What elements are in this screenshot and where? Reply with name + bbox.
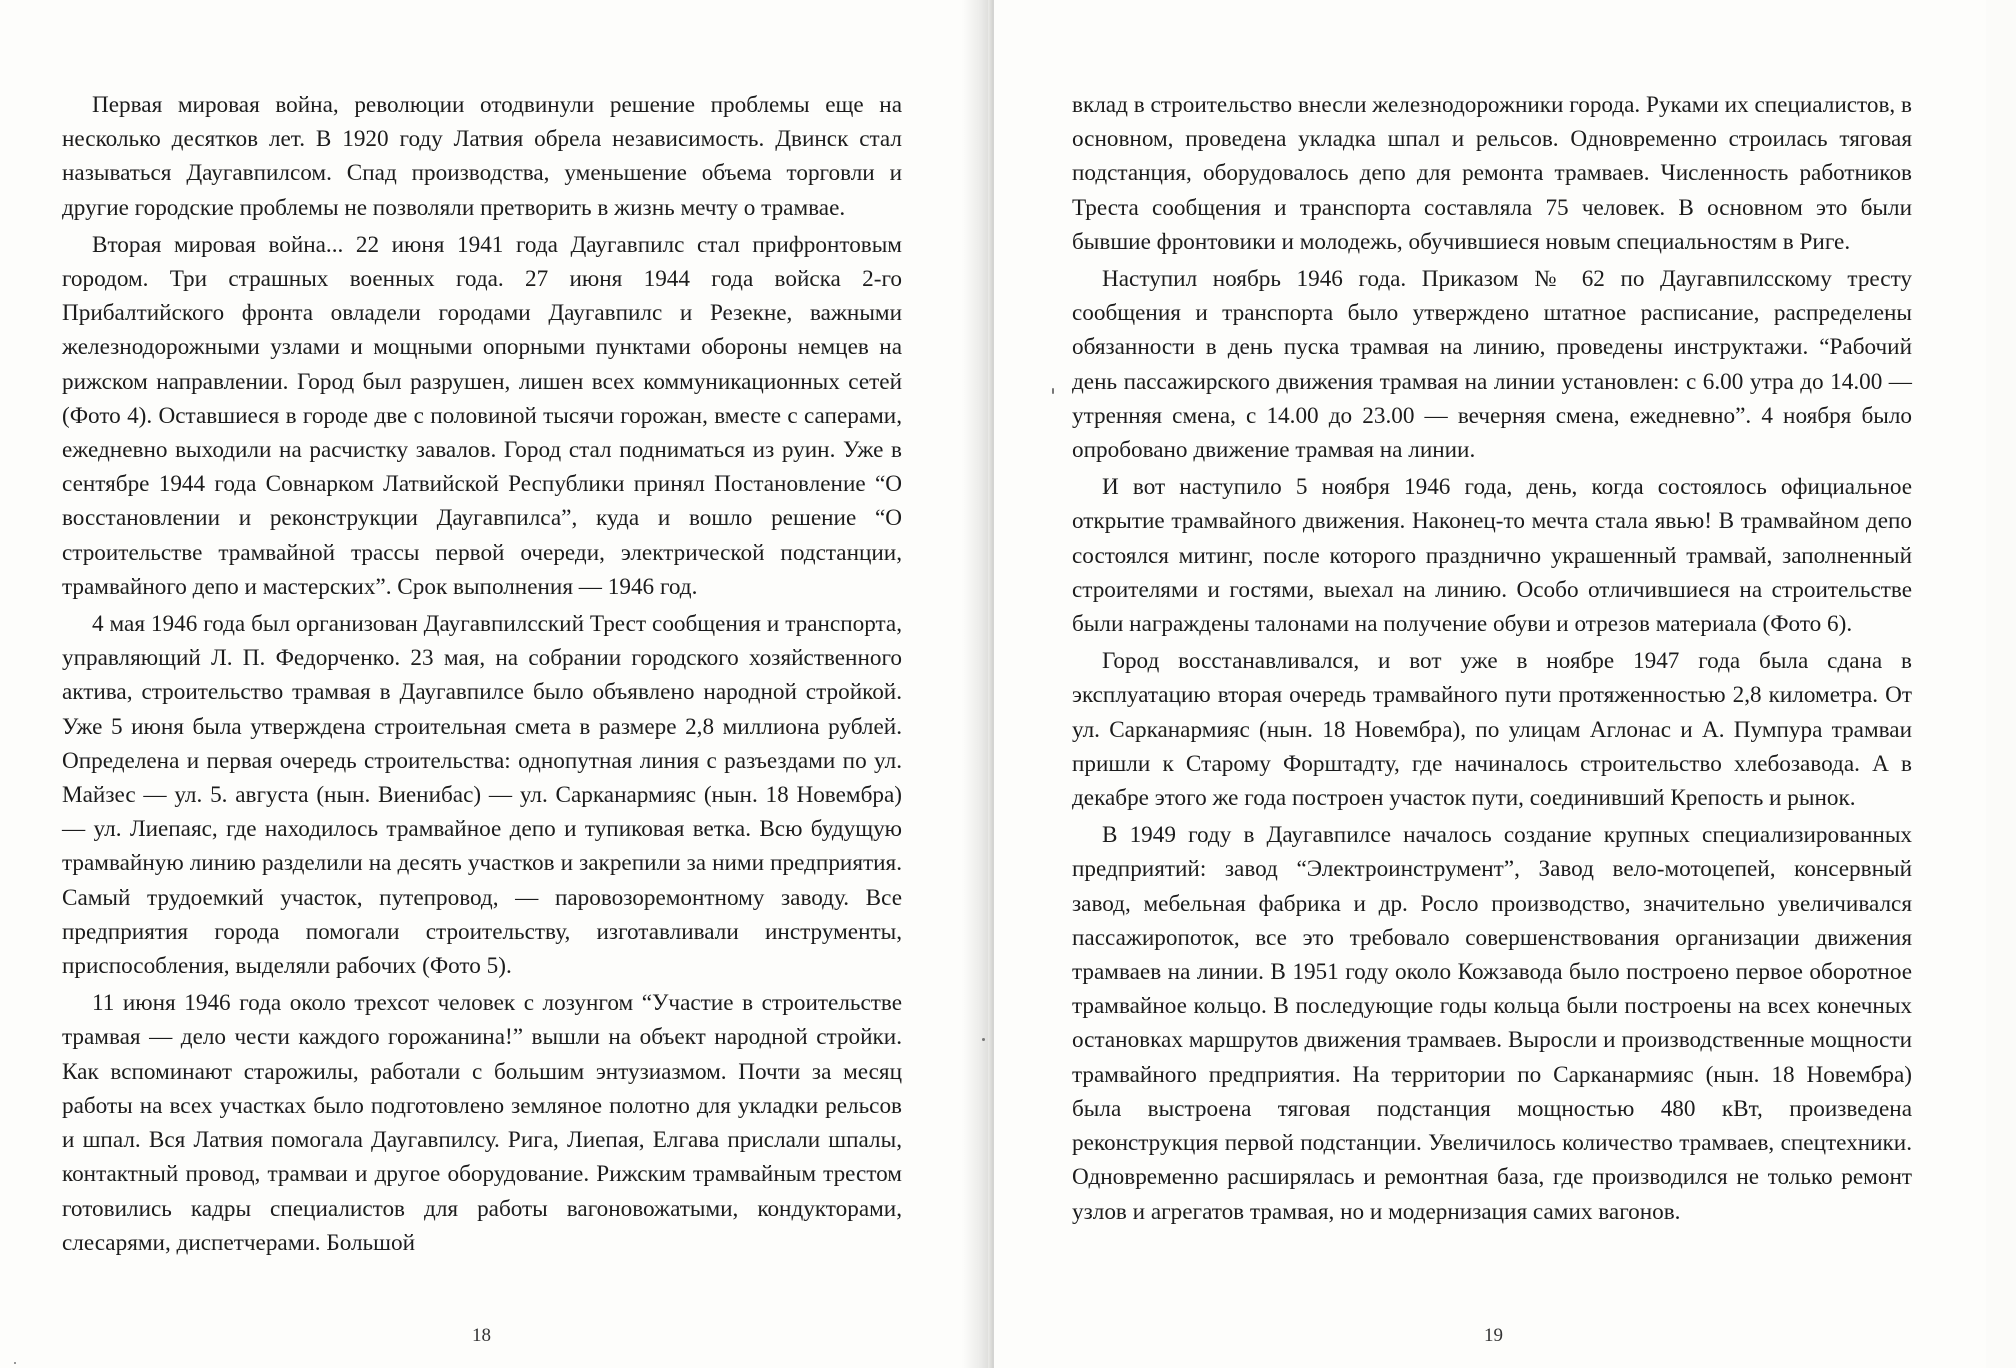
paragraph: Город восстанавливался, и вот уже в ноябре 1947 года была сдана в эксплуатацию вторая очередь трамвайного пути протяженностью 2,8 километра. От ул. Сарканармияс (нын. 18 Новембра), по улицам Аглонас и А. Пумпура трамваи пришли к Старому Форштадту, где начиналось строительство хлебозавода. А в декабре этого же года построен участок пути, соединивший Крепость и рынок. bbox=[1072, 648, 1912, 812]
paper-speck bbox=[14, 1362, 16, 1364]
right-page-text bbox=[1072, 88, 1912, 1232]
page-number: 18 bbox=[472, 1325, 491, 1346]
paragraph: Наступил ноябрь 1946 года. Приказом № 62 по Даугавпилсскому тресту сообщения и транспорта было утверждено штатное расписание, распределены обязанности в день пуска трамвая на линию, проведены инструктажи. “Рабочий день пассажирского движения трамвая на линии установлен: с 6.00 утра до 14.00 — утренняя смена, с 14.00 до 23.00 — вечерняя смена, ежедневно”. 4 ноября было опробовано движение трамвая на линии. bbox=[1072, 266, 1912, 464]
paper-speck bbox=[1052, 388, 1054, 394]
paragraph: Вторая мировая война... 22 июня 1941 года Даугавпилс стал прифронтовым городом. Три страшных военных года. 27 июня 1944 года войска 2-го Прибалтийского фронта овладели городами Даугавпилс и Резекне, важными железнодорожными узлами и мощными опорными пунктами обороны немцев на рижском направлении. Город был разрушен, лишен всех коммуникационных сетей (Фото 4). Оставшиеся в городе две с половиной тысячи горожан, вместе с саперами, ежедневно выходили на расчистку завалов. Город стал подниматься из руин. Уже в сентябре 1944 года Совнарком Латвийской Республики принял Постановление “О восстановлении и реконструкции Даугавпилса”, куда и вошло решение “О строительстве трамвайной трассы первой очереди, электрической подстанции, трамвайного депо и мастерских”. Срок выполнения — 1946 год. bbox=[62, 231, 902, 600]
paragraph: вклад в строительство внесли железнодорожники города. Руками их специалистов, в основном, проведена укладка шпал и рельсов. Одновременно строилась тяговая подстанция, оборудовалось депо для ремонта трамваев. Численность работников Треста сообщения и транспорта составляла 75 человек. В основном это были бывшие фронтовики и молодежь, обучившиеся новым специальностям в Риге. bbox=[1072, 92, 1912, 255]
left-page bbox=[0, 0, 992, 1368]
paragraph: 11 июня 1946 года около трехсот человек с лозунгом “Участие в строительстве трамвая — дело чести каждого горожанина!” вышли на объект народной стройки. Как вспоминают старожилы, работали с большим энтузиазмом. Почти за месяц работы на всех участках было подготовлено земляное полотно для укладки рельсов и шпал. Вся Латвия помогала Даугавпилсу. Рига, Лиепая, Елгава прислали шпалы, контактный провод, трамваи и другое оборудование. Рижским трамвайным трестом готовились кадры специалистов для работы вагоновожатыми, кондукторами, слесарями, диспетчерами. Большой bbox=[62, 990, 902, 1256]
paper-speck bbox=[982, 1038, 985, 1041]
right-page bbox=[994, 0, 1986, 1368]
paragraph: В 1949 году в Даугавпилсе началось создание крупных специализированных предприятий: завод “Электроинструмент”, Завод вело-мотоцепей, консервный завод, мебельная фабрика и др. Росло производство, значительно увеличивался пассажиропоток, все это требовало совершенствования организации движения трамваев на линии. В 1951 году около Кожзавода было построено первое оборотное трамвайное кольцо. В последующие годы кольца были построены на всех конечных остановках маршрутов движения трамваев. Выросли и производственные мощности трамвайного предприятия. На территории по Сарканармияс (нын. 18 Новембра) была выстроена тяговая подстанция мощностью 480 кВт, произведена реконструкция первой подстанции. Увеличилось количество трамваев, спецтехники. Одновременно расширялась и ремонтная база, где производился не только ремонт узлов и агрегатов трамвая, но и модернизация самих вагонов. bbox=[1072, 822, 1912, 1225]
page-number: 19 bbox=[1484, 1325, 1503, 1346]
paragraph: И вот наступило 5 ноября 1946 года, день, когда состоялось официальное открытие трамвайного движения. Наконец-то мечта стала явью! В трамвайном депо состоялся митинг, после которого празднично украшенный трамвай, заполненный строителями и гостями, выехал на линию. Особо отличившиеся на строительстве были награждены талонами на получение обуви и отрезов материала (Фото 6). bbox=[1072, 474, 1912, 638]
left-page-text bbox=[62, 88, 902, 1263]
paragraph: 4 мая 1946 года был организован Даугавпилсский Трест сообщения и транспорта, управляющий Л. П. Федорченко. 23 мая, на собрании городского хозяйственного актива, строительство трамвая в Даугавпилсе было объявлено народной стройкой. Уже 5 июня была утверждена строительная смета в размере 2,8 миллиона рублей. Определена и первая очередь строительства: однопутная линия с разъездами по ул. Майзес — ул. 5. августа (нын. Виенибас) — ул. Сарканармияс (нын. 18 Новембра) — ул. Лиепаяс, где находилось трамвайное депо и тупиковая ветка. Всю будущую трамвайную линию разделили на десять участков и закрепили за ними предприятия. Самый трудоемкий участок, путепровод, — паровозоремонтному заводу. Все предприятия города помогали строительству, изготавливали инструменты, приспособления, выделяли рабочих (Фото 5). bbox=[62, 611, 902, 980]
paragraph: Первая мировая война, революции отодвинули решение проблемы еще на несколько десятков лет. В 1920 году Латвия обрела независимость. Двинск стал называться Даугавпилсом. Спад производства, уменьшение объема торговли и другие городские проблемы не позволяли претворить в жизнь мечту о трамвае. bbox=[62, 92, 902, 221]
